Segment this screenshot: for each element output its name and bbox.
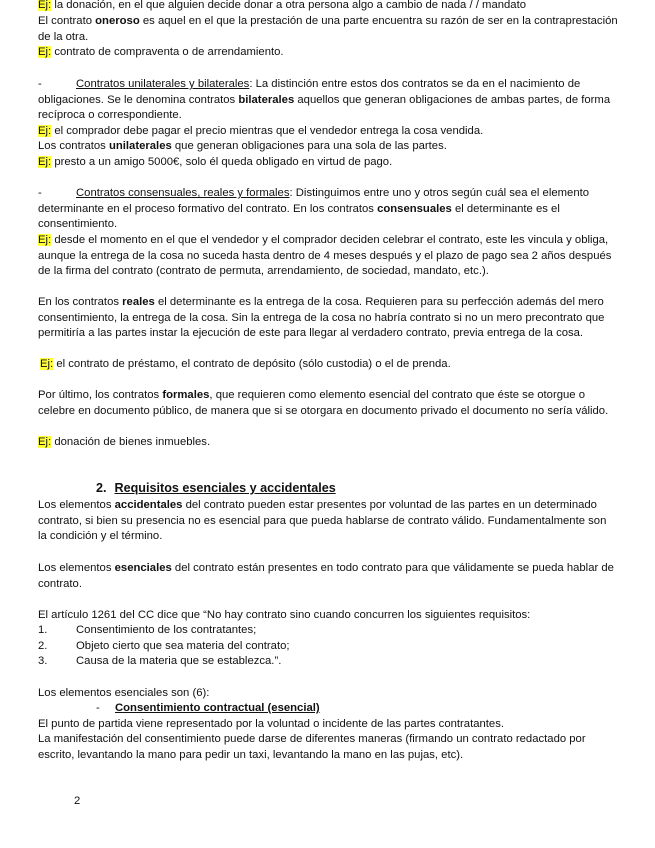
paragraph-unilateral-example: Ej: presto a un amigo 5000€, solo él queda obligado en virtud de pago. <box>38 156 393 168</box>
ej-highlight: Ej: <box>38 46 52 58</box>
paragraph-esenciales: Los elementos esenciales del contrato están presentes en todo contrato para que válidamente se pueda hablar de contrato. <box>38 562 614 590</box>
subheading-consentimiento: - Consentimiento contractual (esencial) <box>96 702 320 714</box>
paragraph-bilateral-example: Ej: el comprador debe pagar el precio mientras que el vendedor entrega la cosa vendida. <box>38 125 484 137</box>
paragraph-accidentales: Los elementos accidentales del contrato pueden estar presentes por voluntad de las partes en un determinado contrato, si bien su presencia no es esencial para que pueda hablarse de contrato válido. Fundamentalmente son la condición y el término. <box>38 499 607 543</box>
ej-highlight: Ej: <box>38 156 52 168</box>
ej-highlight: Ej: <box>40 358 54 370</box>
section-title-unilaterales: Contratos unilaterales y bilaterales <box>76 78 250 90</box>
paragraph-oneroso: El contrato oneroso es aquel en el que la prestación de una parte encuentra su razón de ser en la contraprestación de la otra. <box>38 15 618 43</box>
paragraph-consensual-example: Ej: desde el momento en el que el vendedor y el comprador deciden celebrar el contrato, este les vincula y obliga, aunque la entrega de la cosa no suceda hasta dentro de 4 meses después y el plazo de pago sea 2 años después de la firma del contrato (contrato de permuta, arrendamiento, de sociedad, mandato, etc.). <box>38 234 612 278</box>
paragraph-formales-example: Ej: donación de bienes inmuebles. <box>38 436 211 448</box>
ej-highlight: Ej: <box>38 436 52 448</box>
paragraph-consensuales-reales-formales: - Contratos consensuales, reales y formales: Distinguimos entre uno y otros según cuál sea el elemento determinante en el proceso formativo del contrato. En los contratos consensuales el determinante es el consentimiento. <box>38 187 590 231</box>
paragraph-articulo-1261: El artículo 1261 del CC dice que “No hay contrato sino cuando concurren los siguientes requisitos: <box>38 609 531 621</box>
page-number: 2 <box>74 795 81 807</box>
paragraph-formales: Por último, los contratos formales, que requieren como elemento esencial del contrato que éste se otorgue o celebre en documento público, de manera que si se otorgara en documento privado el documento no sería válido. <box>38 389 609 417</box>
section-title-consensuales: Contratos consensuales, reales y formales <box>76 187 290 199</box>
paragraph-manifestacion: La manifestación del consentimiento puede darse de diferentes maneras (firmando un contrato redactado por escrito, levantando la mano para pedir un taxi, levantando la mano en las pujas, etc). <box>38 733 586 761</box>
paragraph-unilaterales: Los contratos unilaterales que generan obligaciones para una sola de las partes. <box>38 140 447 152</box>
paragraph-elementos-esenciales: Los elementos esenciales son (6): <box>38 687 210 699</box>
paragraph-reales: En los contratos reales el determinante es la entrega de la cosa. Requieren para su perfección además del mero consentimiento, la entrega de la cosa. Sin la entrega de la cosa no habría contrato si no un mero precontrato que permitiría a las partes instar la ejecución de este para llegar al verdadero contrato, previa entrega de la cosa. <box>38 296 605 340</box>
ej-highlight: Ej: <box>38 0 52 11</box>
list-item: 2. Objeto cierto que sea materia del contrato; <box>38 639 290 652</box>
list-item: 1. Consentimiento de los contratantes; <box>38 624 257 636</box>
paragraph-oneroso-example: Ej: contrato de compraventa o de arrendamiento. <box>38 46 284 58</box>
paragraph-reales-example: Ej: el contrato de préstamo, el contrato de depósito (sólo custodia) o el de prenda. <box>40 358 451 370</box>
paragraph-donacion-example: Ej: la donación, en el que alguien decide donar a otra persona algo a cambio de nada / / mandato <box>38 0 526 11</box>
paragraph-punto-partida: El punto de partida viene representado por la voluntad o incidente de las partes contratantes. <box>38 718 504 730</box>
paragraph-unilaterales-bilaterales: - Contratos unilaterales y bilaterales: La distinción entre estos dos contratos se da en el nacimiento de obligaciones. Se le denomina contratos bilaterales aquellos que generan obligaciones de ambas partes, de forma recíproca o correspondiente. <box>38 78 611 122</box>
ej-highlight: Ej: <box>38 125 52 137</box>
list-item: 3. Causa de la materia que se establezca.”. <box>38 655 282 668</box>
section-heading-requisitos: 2. Requisitos esenciales y accidentales <box>96 481 336 495</box>
ej-highlight: Ej: <box>38 234 52 246</box>
requisitos-list <box>38 623 618 670</box>
